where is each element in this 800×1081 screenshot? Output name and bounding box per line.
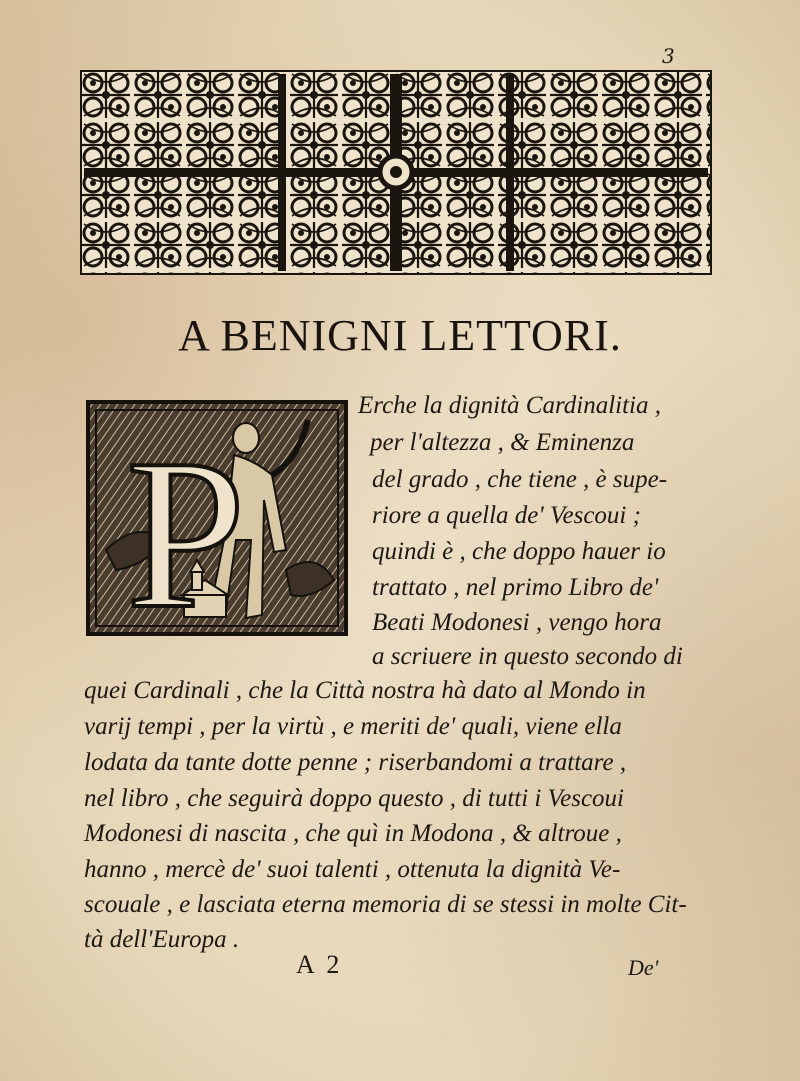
- ornamental-headpiece: [80, 70, 712, 275]
- text-line: tà dell'Europa .: [84, 926, 240, 953]
- text-line: quindi è , che doppo hauer io: [372, 538, 666, 565]
- text-line: riore a quella de' Vescoui ;: [372, 502, 641, 529]
- text-line: nel libro , che seguirà doppo questo , di tutti i Vescoui: [84, 785, 624, 812]
- text-line: Erche la dignità Cardinalitia ,: [358, 392, 662, 419]
- text-line: del grado , che tiene , è supe-: [372, 466, 668, 493]
- text-line: per l'altezza , & Eminenza: [370, 429, 635, 456]
- page-title: A BENIGNI LETTORI.: [178, 311, 622, 360]
- text-line: a scriuere in questo secondo di: [372, 643, 683, 670]
- text-line: varij tempi , per la virtù , e meriti de' quali, viene ella: [84, 713, 622, 740]
- text-line: lodata da tante dotte penne ; riserbandomi a trattare ,: [84, 749, 627, 776]
- text-line: Beati Modonesi , vengo hora: [372, 609, 662, 636]
- page-number: 3: [662, 44, 675, 68]
- text-line: trattato , nel primo Libro de': [372, 574, 659, 601]
- initial-letter-p: P: [126, 414, 246, 636]
- decorated-initial: [86, 400, 348, 636]
- text-line: Modonesi di nascita , che quì in Modona , & altroue ,: [84, 820, 622, 847]
- text-line: quei Cardinali , che la Città nostra hà dato al Mondo in: [84, 677, 646, 704]
- text-line: hanno , mercè de' suoi talenti , ottenuta la dignità Ve-: [84, 856, 621, 883]
- text-line: scouale , e lasciata eterna memoria di se stessi in molte Cit-: [84, 891, 687, 918]
- catchword: De': [628, 955, 659, 980]
- signature-mark: A 2: [296, 950, 340, 979]
